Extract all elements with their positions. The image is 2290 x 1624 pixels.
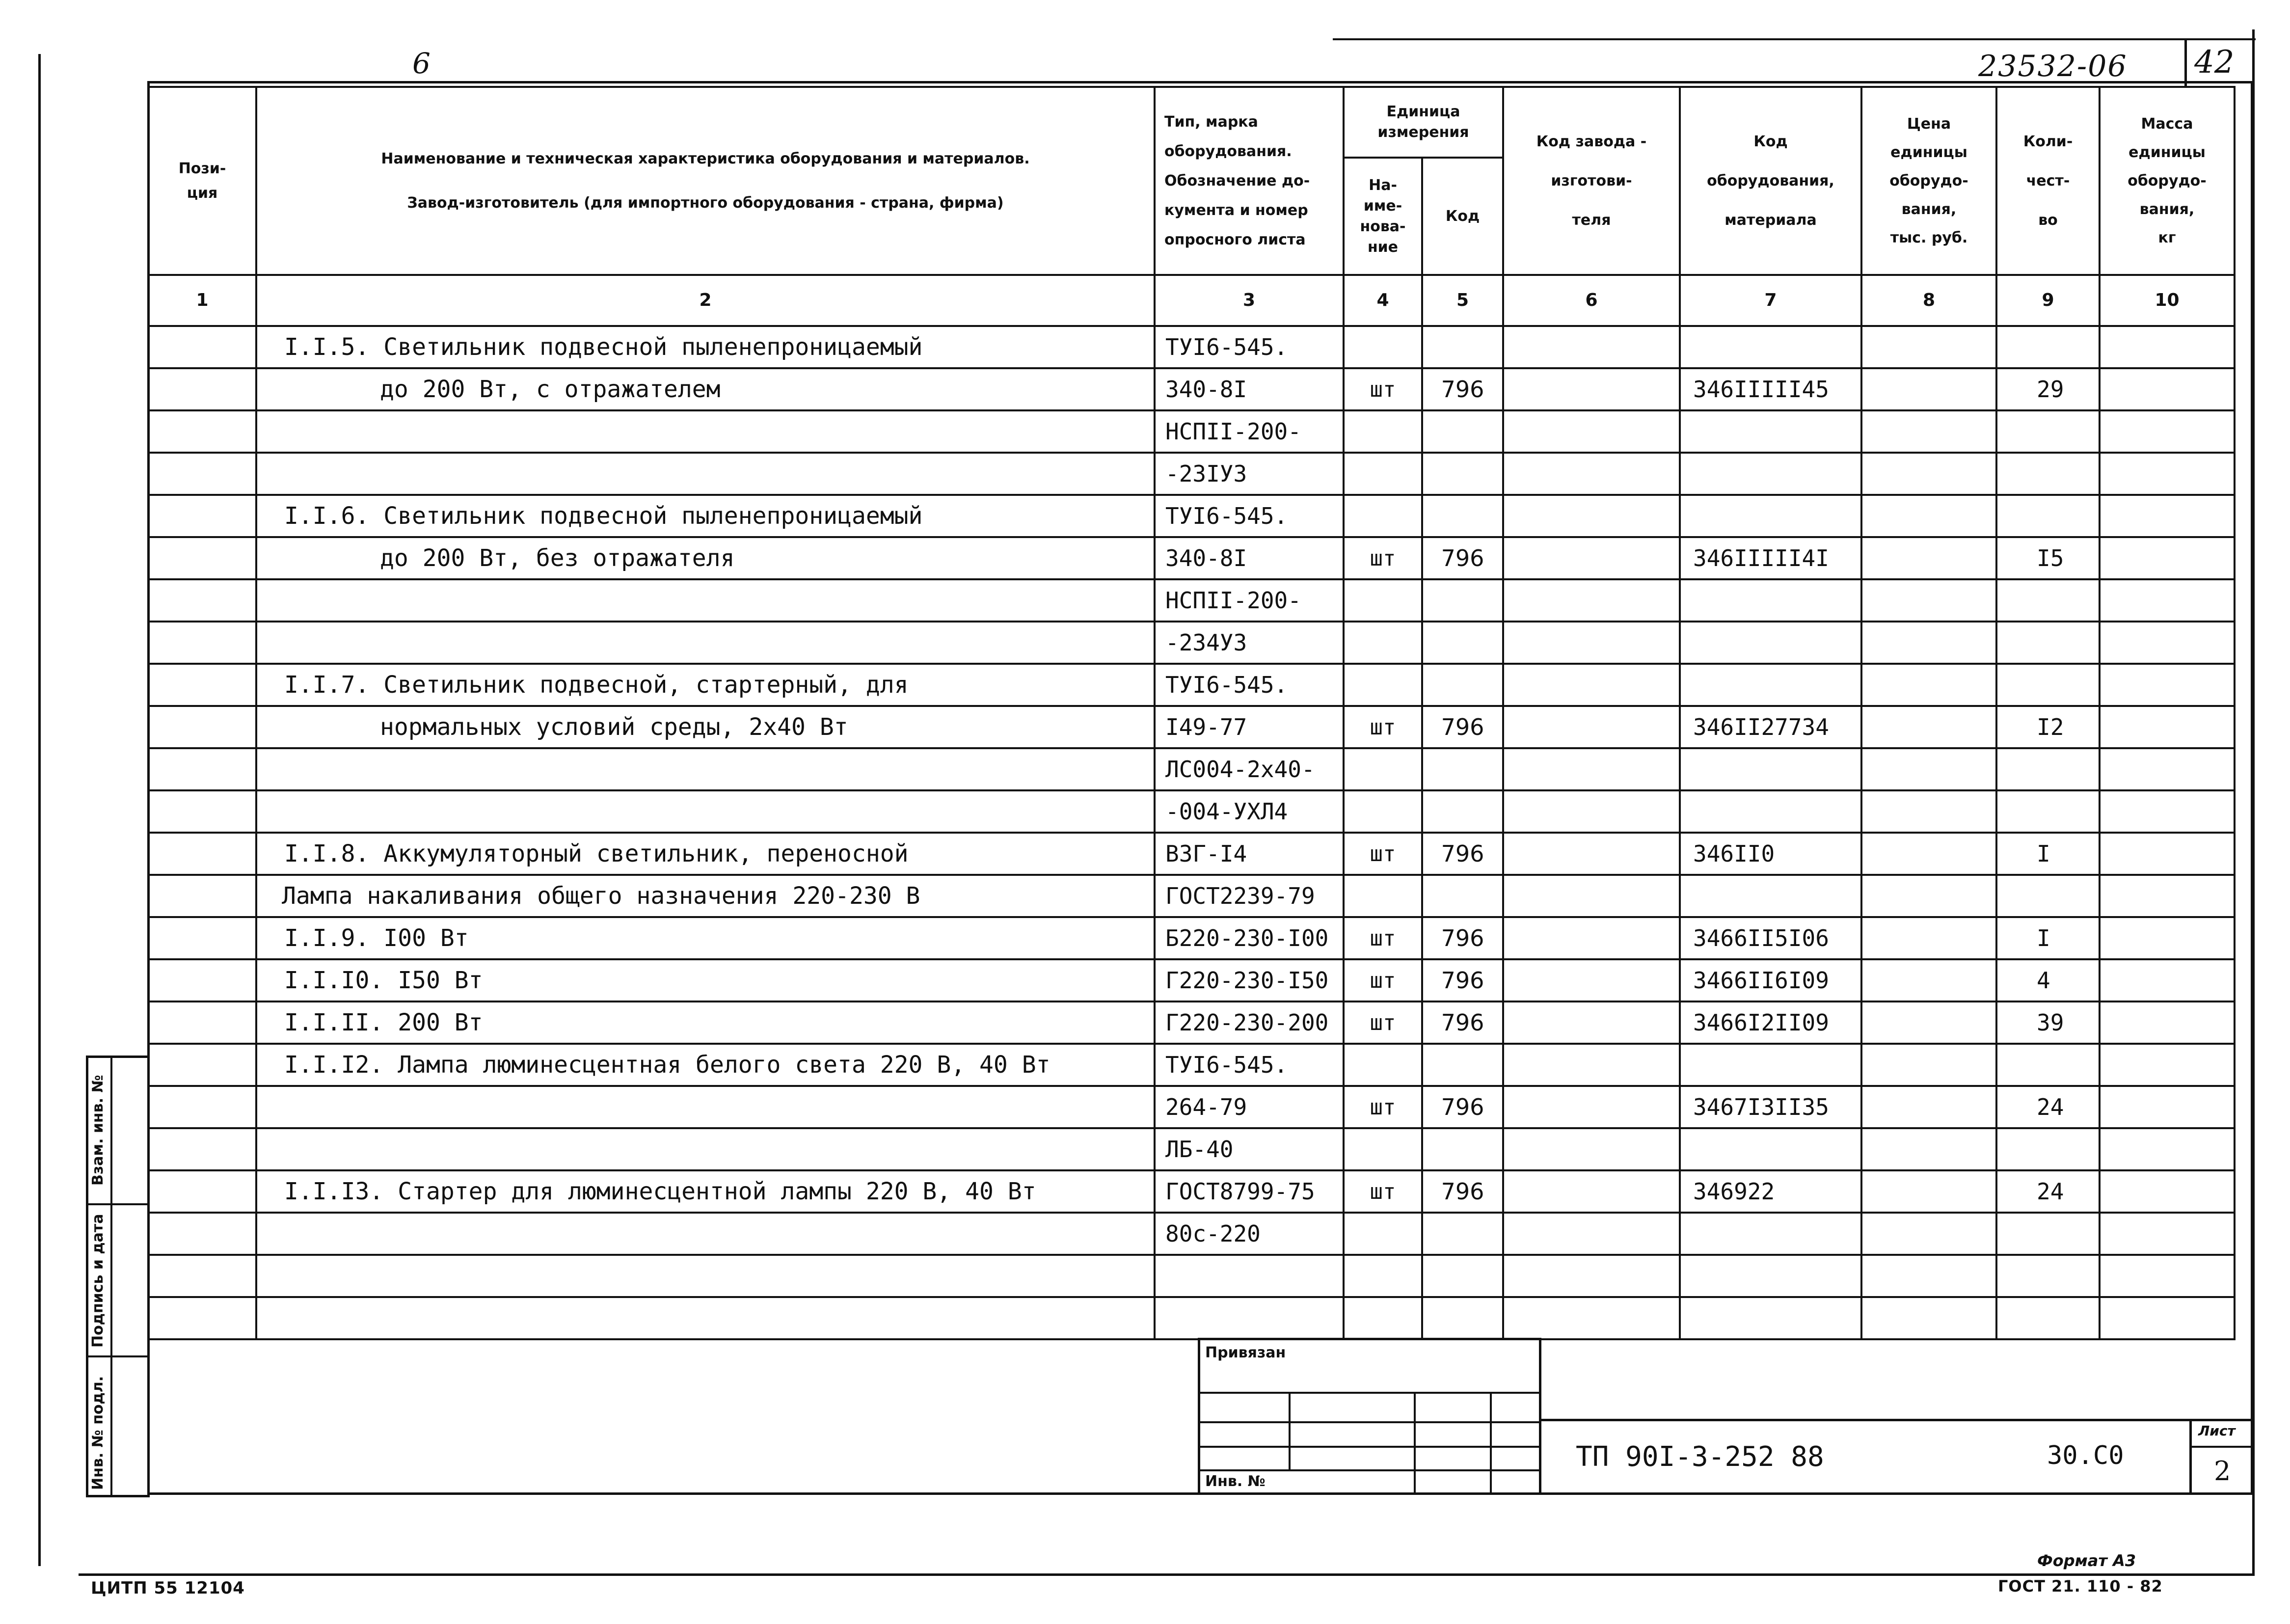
cell-name: I.I.I2. Лампа люминесцентная белого света 220 В, 40 Вт — [256, 1044, 1155, 1086]
document-code: ТП 90I-3-252 88 — [1576, 1441, 1824, 1473]
document-number: 23532-06 — [1978, 49, 2128, 83]
cell-qty: 24 — [1996, 1086, 2100, 1128]
cell-type: ТУI6-545. — [1155, 495, 1344, 537]
list-label: Лист — [2198, 1423, 2236, 1439]
header-unit-code: Код — [1422, 158, 1503, 275]
cell-code: 796 — [1422, 706, 1503, 748]
page-marker: 6 — [412, 47, 431, 80]
cell-code: 796 — [1422, 537, 1503, 579]
header-name: Наименование и техническая характеристика оборудования и материалов. Завод-изготовитель (для импортного оборудования - страна, фирма) — [256, 87, 1155, 275]
cell-type: 340-8I — [1155, 537, 1344, 579]
cell-qty: I5 — [1996, 537, 2100, 579]
side-stamp — [86, 1056, 150, 1497]
colnum-3: 3 — [1155, 275, 1344, 326]
cell-type: I49-77 — [1155, 706, 1344, 748]
cell-type: ГОСТ2239-79 — [1155, 875, 1344, 917]
cell-ocode: 346IIIII45 — [1680, 368, 1861, 410]
cell-type: -234У3 — [1155, 622, 1344, 664]
cell-name: I.I.I0. I50 Вт — [256, 959, 1155, 1001]
colnum-1: 1 — [148, 275, 256, 326]
cell-ocode: 346II27734 — [1680, 706, 1861, 748]
cell-qty: I — [1996, 917, 2100, 959]
colnum-7: 7 — [1680, 275, 1861, 326]
footer-gost: ГОСТ 21. 110 - 82 — [1998, 1577, 2163, 1596]
cell-unit: шт — [1344, 917, 1422, 959]
cell-qty: 4 — [1996, 959, 2100, 1001]
cell-unit: шт — [1344, 959, 1422, 1001]
footer-publisher: ЦИТП 55 12104 — [91, 1578, 245, 1598]
header-position: Пози- ция — [148, 87, 256, 275]
cell-qty: I2 — [1996, 706, 2100, 748]
cell-code: 796 — [1422, 1086, 1503, 1128]
title-block-top-line — [1541, 1419, 2253, 1421]
colnum-10: 10 — [2100, 275, 2235, 326]
cell-name: нормальных условий среды, 2х40 Вт — [256, 706, 1155, 748]
header-unit-name: На- име- нова- ние — [1344, 158, 1422, 275]
cell-ocode: 346II0 — [1680, 833, 1861, 875]
cell-ocode: 3467I3II35 — [1680, 1086, 1861, 1128]
inventory-label: Инв. № — [1205, 1473, 1266, 1490]
cell-ocode: 3466I2II09 — [1680, 1001, 1861, 1044]
list-number: 2 — [2214, 1456, 2231, 1487]
cell-code: 796 — [1422, 833, 1503, 875]
cell-type: 340-8I — [1155, 368, 1344, 410]
header-price: Цена единицы оборудо- вания, тыс. руб. — [1861, 87, 1996, 275]
cell-type: 80с-220 — [1155, 1213, 1344, 1255]
cell-name: I.I.8. Аккумуляторный светильник, переносной — [256, 833, 1155, 875]
cell-name: Лампа накаливания общего назначения 220-230 В — [256, 875, 1155, 917]
cell-qty: I — [1996, 833, 2100, 875]
side-cell-inv-podl — [88, 1357, 147, 1495]
cell-unit: шт — [1344, 537, 1422, 579]
cell-code: 796 — [1422, 1170, 1503, 1213]
footer-format: Формат А3 — [2037, 1551, 2136, 1570]
side-cell-podpis — [88, 1205, 147, 1357]
cell-code: 796 — [1422, 368, 1503, 410]
top-stamp-line — [1333, 38, 2256, 40]
cell-name: до 200 Вт, без отражателя — [256, 537, 1155, 579]
cell-unit: шт — [1344, 1086, 1422, 1128]
side-label-inv-podl: Инв. № подл. — [89, 1376, 107, 1490]
cell-type: ТУI6-545. — [1155, 326, 1344, 368]
cell-code: 796 — [1422, 959, 1503, 1001]
cell-type: ЛБ-40 — [1155, 1128, 1344, 1170]
binding-vline-3 — [1490, 1392, 1492, 1495]
cell-type: -004-УХЛ4 — [1155, 790, 1344, 833]
cell-ocode: 346IIIII4I — [1680, 537, 1861, 579]
cell-unit: шт — [1344, 706, 1422, 748]
colnum-5: 5 — [1422, 275, 1503, 326]
binding-vline-2 — [1414, 1392, 1416, 1495]
colnum-9: 9 — [1996, 275, 2100, 326]
colnum-6: 6 — [1503, 275, 1680, 326]
cell-type: ГОСТ8799-75 — [1155, 1170, 1344, 1213]
cell-name: до 200 Вт, с отражателем — [256, 368, 1155, 410]
cell-ocode: 3466II6I09 — [1680, 959, 1861, 1001]
colnum-4: 4 — [1344, 275, 1422, 326]
side-label-podpis: Подпись и дата — [89, 1214, 107, 1348]
cell-qty: 29 — [1996, 368, 2100, 410]
cell-ocode: 3466II5I06 — [1680, 917, 1861, 959]
cell-unit: шт — [1344, 368, 1422, 410]
cell-qty: 39 — [1996, 1001, 2100, 1044]
cell-type: ВЗГ-I4 — [1155, 833, 1344, 875]
cell-name: I.I.II. 200 Вт — [256, 1001, 1155, 1044]
cell-type: 264-79 — [1155, 1086, 1344, 1128]
sheet-number: 42 — [2194, 44, 2235, 81]
left-binding-line — [38, 54, 41, 1566]
cell-name: I.I.I3. Стартер для люминесцентной лампы 220 В, 40 Вт — [256, 1170, 1155, 1213]
cell-name: I.I.6. Светильник подвесной пыленепроницаемый — [256, 495, 1155, 537]
header-type: Тип, марка оборудования. Обозначение до- кумента и номер опросного листа — [1155, 87, 1344, 275]
cell-ocode: 346922 — [1680, 1170, 1861, 1213]
header-unit-group: Единица измерения — [1344, 87, 1503, 158]
cell-qty: 24 — [1996, 1170, 2100, 1213]
binding-label: Привязан — [1205, 1344, 1286, 1361]
cell-unit: шт — [1344, 1170, 1422, 1213]
cell-type: Б220-230-I00 — [1155, 917, 1344, 959]
cell-type: ТУI6-545. — [1155, 1044, 1344, 1086]
colnum-2: 2 — [256, 275, 1155, 326]
list-box-divider — [2189, 1446, 2253, 1448]
outer-frame-bottom — [79, 1573, 2254, 1576]
cell-type: ЛС004-2х40- — [1155, 748, 1344, 790]
cell-code: 796 — [1422, 917, 1503, 959]
cell-code: 796 — [1422, 1001, 1503, 1044]
header-quantity: Коли- чест- во — [1996, 87, 2100, 275]
side-cell-vzam — [88, 1058, 147, 1205]
colnum-8: 8 — [1861, 275, 1996, 326]
header-plant-code: Код завода - изготови- теля — [1503, 87, 1680, 275]
cell-name: I.I.9. I00 Вт — [256, 917, 1155, 959]
header-equipment-code: Код оборудования, материала — [1680, 87, 1861, 275]
cell-unit: шт — [1344, 1001, 1422, 1044]
cell-type: НСПII-200- — [1155, 579, 1344, 622]
side-label-vzam: Взам. инв. № — [89, 1075, 107, 1186]
cell-type: НСПII-200- — [1155, 410, 1344, 453]
cell-type: Г220-230-200 — [1155, 1001, 1344, 1044]
binding-vline-1 — [1289, 1392, 1291, 1470]
sheet-frame — [147, 81, 2253, 1495]
header-mass: Масса единицы оборудо- вания, кг — [2100, 87, 2235, 275]
cell-name: I.I.7. Светильник подвесной, стартерный, для — [256, 664, 1155, 706]
cell-type: -23IУ3 — [1155, 453, 1344, 495]
cell-type: ТУI6-545. — [1155, 664, 1344, 706]
cell-unit: шт — [1344, 833, 1422, 875]
cell-name: I.I.5. Светильник подвесной пыленепроницаемый — [256, 326, 1155, 368]
cell-type: Г220-230-I50 — [1155, 959, 1344, 1001]
document-suffix: 30.С0 — [2047, 1441, 2124, 1470]
